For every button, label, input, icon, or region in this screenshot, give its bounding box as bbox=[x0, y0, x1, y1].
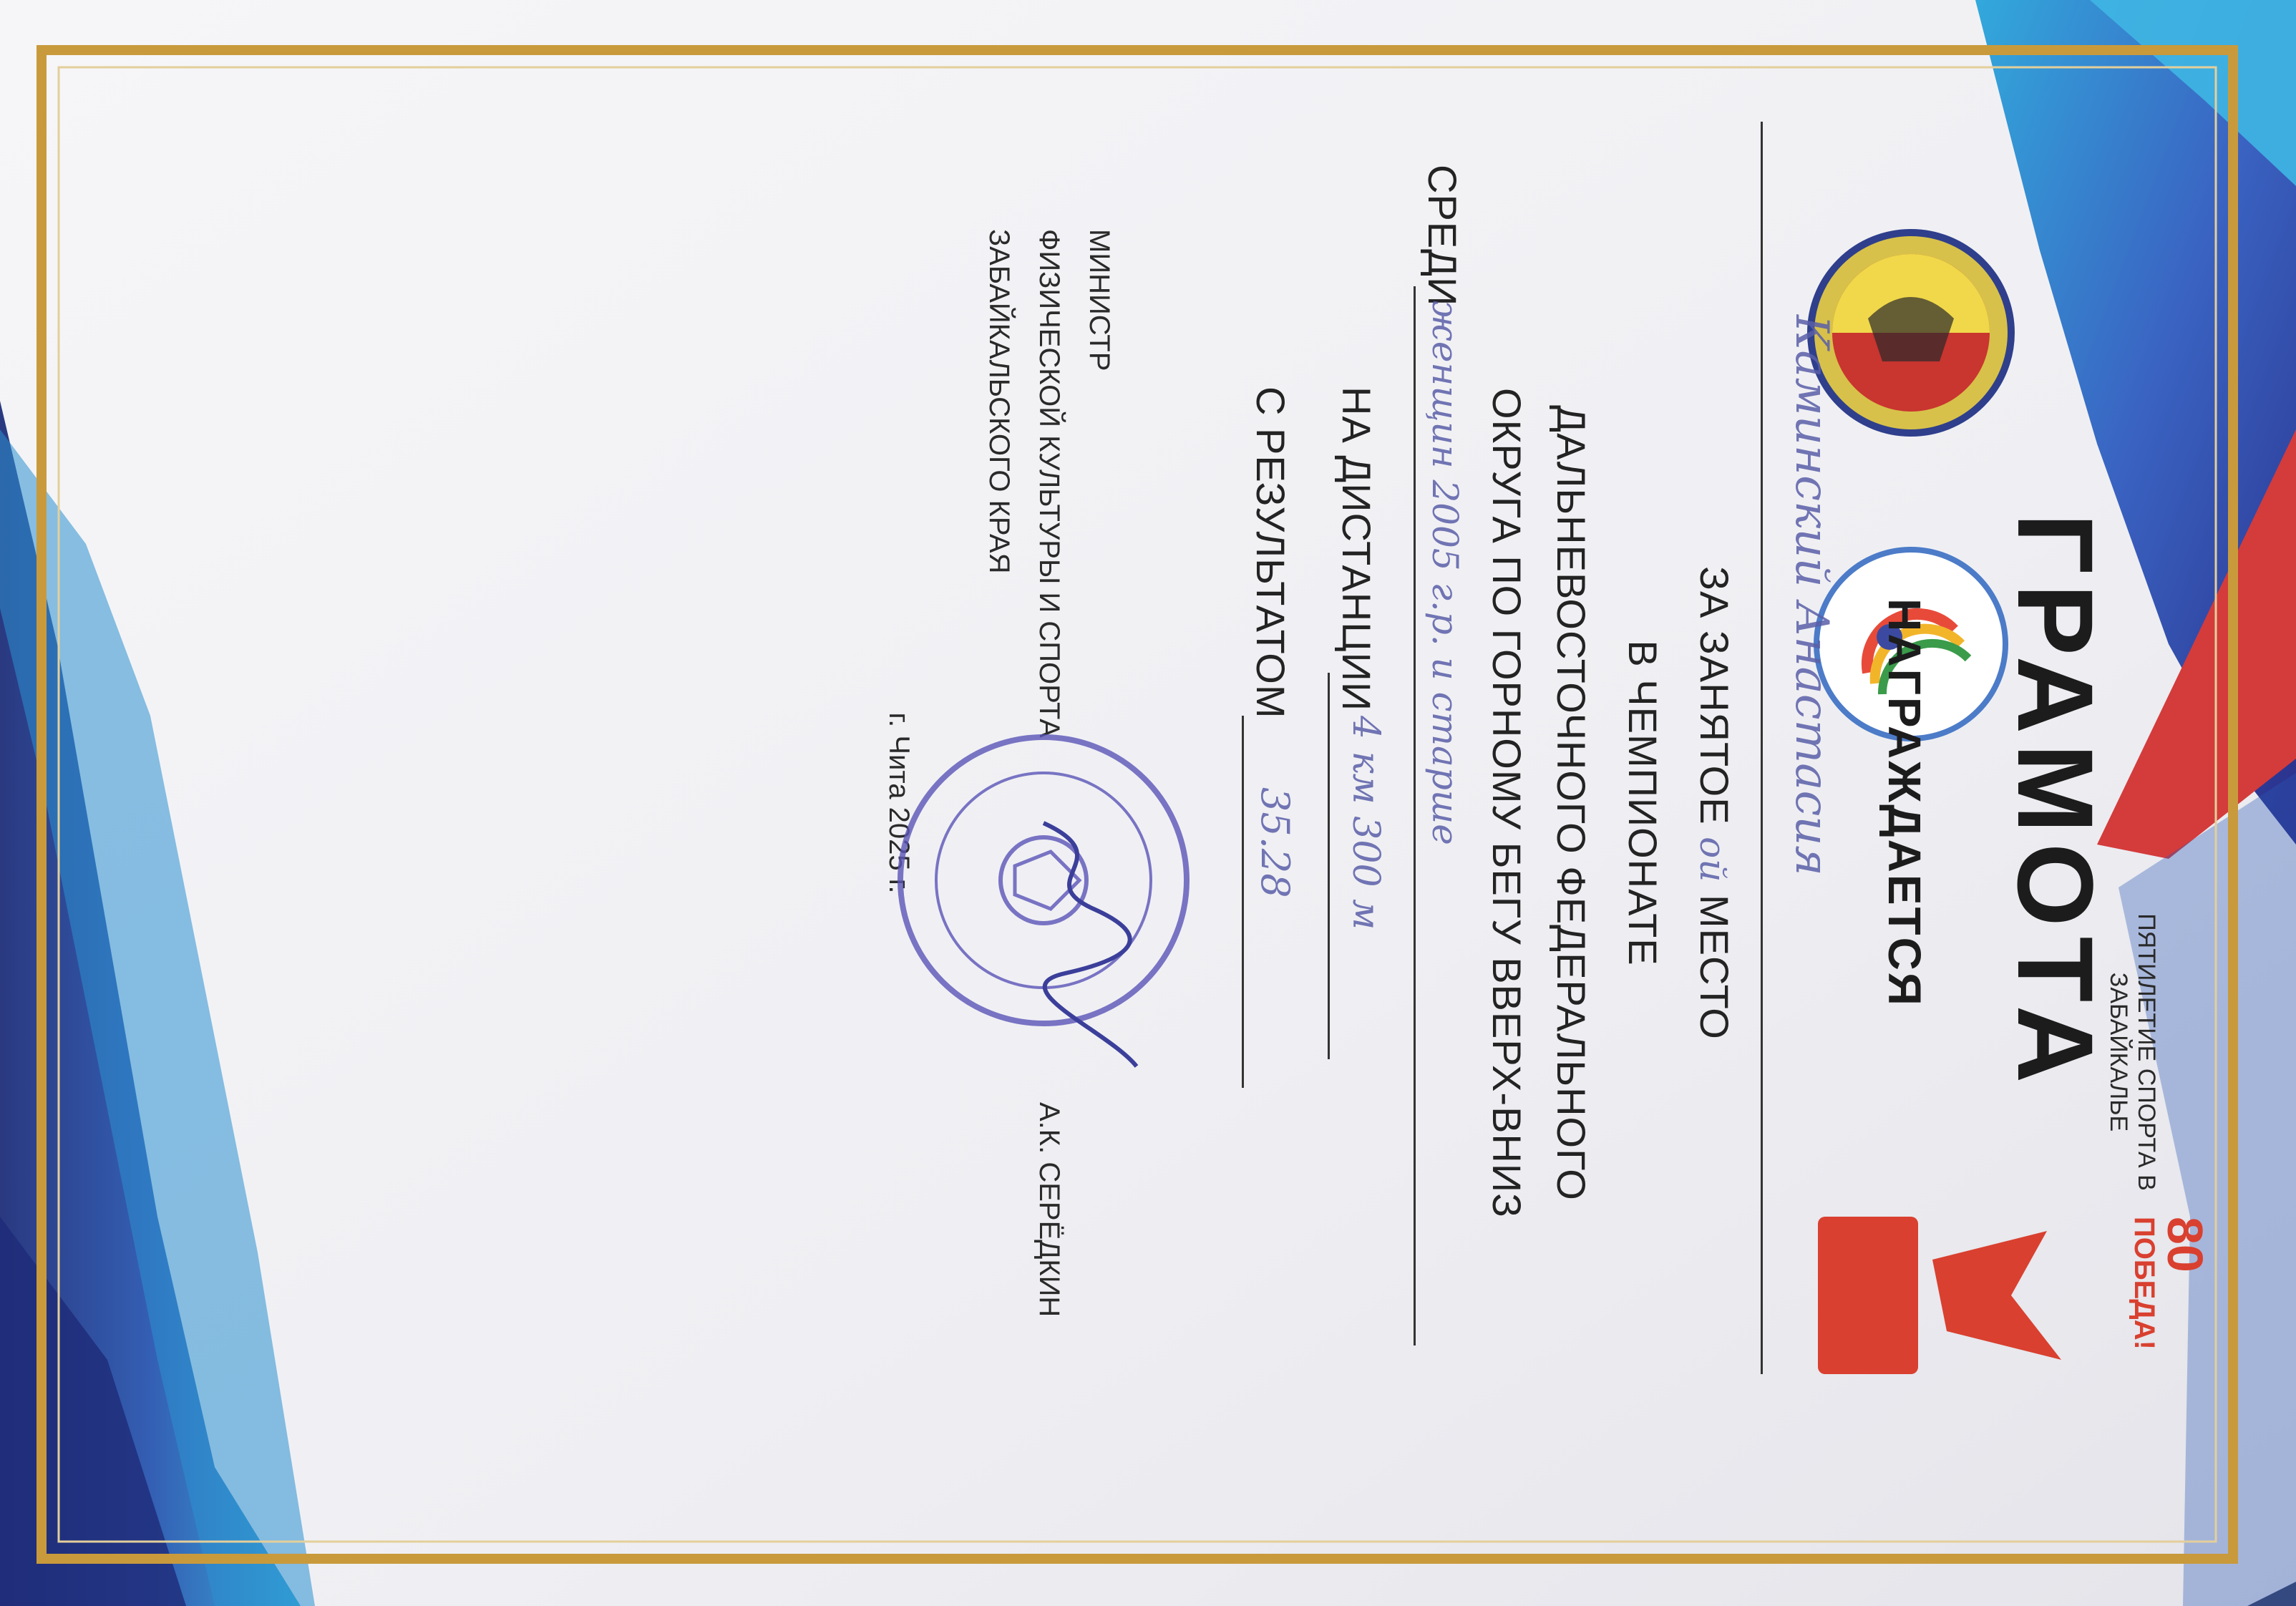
result-label: С РЕЗУЛЬТАТОМ bbox=[1248, 386, 1293, 719]
certificate-title: ГРАМОТА bbox=[1995, 512, 2116, 1094]
signatory-position-1: МИНИСТР bbox=[1084, 229, 1115, 371]
signatory-name: А.К. СЕРЁДКИН bbox=[1033, 1102, 1065, 1318]
distance-value: 4 км 300 м bbox=[1344, 716, 1387, 930]
name-underline bbox=[1761, 122, 1763, 1374]
recipient-name: Каминский Анастасия bbox=[1785, 315, 1838, 876]
distance-label: НА ДИСТАНЦИИ bbox=[1334, 386, 1379, 712]
result-value: 35.28 bbox=[1252, 787, 1298, 898]
among-label: СРЕДИ bbox=[1420, 165, 1465, 307]
place-suffix: МЕСТО bbox=[1692, 895, 1737, 1040]
result-underline bbox=[1242, 716, 1244, 1088]
awarded-heading: НАГРАЖДАЕТСЯ bbox=[1879, 598, 1930, 1008]
victory-80-number: 80 bbox=[2157, 1217, 2213, 1272]
distance-underline bbox=[1328, 673, 1330, 1059]
signatory-position-2: ФИЗИЧЕСКОЙ КУЛЬТУРЫ И СПОРТА bbox=[1033, 229, 1065, 738]
district-line-2: ОКРУГА ПО ГОРНОМУ БЕГУ ВВЕРХ-ВНИЗ bbox=[1484, 388, 1529, 1218]
district-line-1: ДАЛЬНЕВОСТОЧНОГО ФЕДЕРАЛЬНОГО bbox=[1549, 405, 1594, 1201]
victory-80-word: ПОБЕДА! bbox=[2129, 1217, 2160, 1350]
among-value: женщин 2005 г.р. и старше bbox=[1424, 301, 1466, 845]
among-underline bbox=[1414, 286, 1416, 1345]
place-label bbox=[1691, 0, 1738, 1606]
place-prefix: ЗА ЗАНЯТОЕ bbox=[1692, 566, 1737, 825]
signature bbox=[1008, 816, 1151, 1074]
championship-line: В ЧЕМПИОНАТЕ bbox=[1620, 640, 1665, 966]
signatory-position-3: ЗАБАЙКАЛЬСКОГО КРАЯ bbox=[983, 229, 1015, 574]
place-date: г. Чита 2025 г. bbox=[883, 712, 915, 894]
place-value: ой bbox=[1692, 837, 1733, 883]
pyatiletie-logo-text: ПЯТИЛЕТИЕ СПОРТА В ЗАБАЙКАЛЬЕ bbox=[2105, 913, 2160, 1191]
